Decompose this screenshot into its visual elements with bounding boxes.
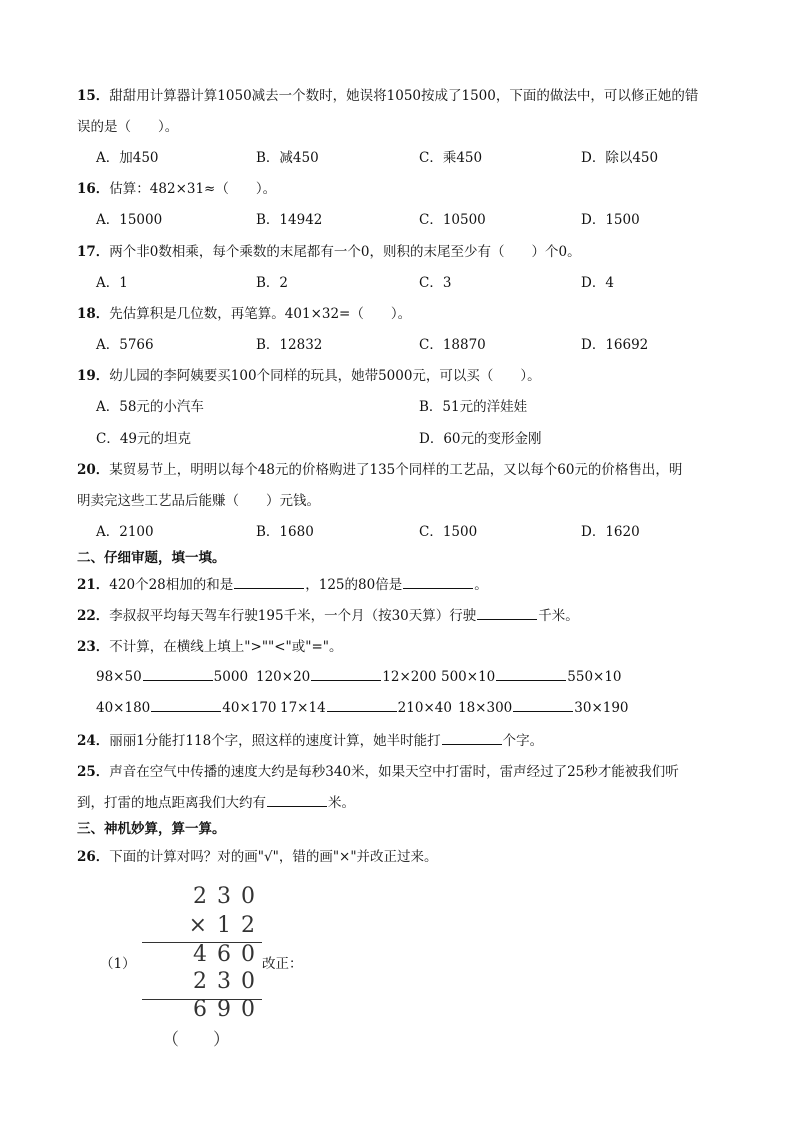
q20-option-a: A．2100 — [96, 524, 154, 540]
q25-line2 — [77, 791, 355, 811]
q25-number: 25． — [77, 764, 110, 780]
q19-option-c: C．49元的坦克 — [96, 431, 192, 447]
q21-text-b: ，125的80倍是 — [305, 577, 403, 593]
q23-compare — [441, 666, 622, 685]
q23-compare — [96, 666, 248, 685]
q23-left: 98×50 — [96, 669, 142, 685]
q23-left: 120×20 — [256, 669, 311, 685]
q20-option-d: D．1620 — [581, 524, 640, 540]
q23-left: 18×300 — [458, 700, 513, 716]
q17-number: 17． — [77, 244, 110, 260]
q23-right: 12×200 — [382, 669, 437, 685]
q26-correct-label: 改正： — [262, 956, 303, 972]
q18-text: 先估算积是几位数，再笔算。401×32=（ ）。 — [109, 306, 412, 322]
q16-line — [77, 177, 276, 197]
q21-text-a: 420个28相加的和是 — [109, 577, 234, 593]
q18-option-d: D．16692 — [581, 337, 649, 353]
q25-blank[interactable] — [267, 792, 327, 807]
q23-blank[interactable] — [143, 666, 213, 681]
q24-number: 24． — [77, 733, 110, 749]
q16-option-b: B．14942 — [256, 212, 323, 228]
q23-right: 30×190 — [574, 700, 629, 716]
q17-option-d: D．4 — [581, 275, 614, 291]
q25-text: 声音在空气中传播的速度大约是每秒340米，如果天空中打雷时，雷声经过了25秒才能被我们听 — [109, 764, 679, 780]
check-paren[interactable]: （ ） — [162, 1030, 230, 1050]
q23-left: 17×14 — [280, 700, 326, 716]
q15-option-b: B．减450 — [256, 150, 319, 166]
partial-product-1: 460 — [193, 942, 265, 967]
q17-option-a: A．1 — [96, 275, 128, 291]
q19-number: 19． — [77, 368, 110, 384]
q23-right: 550×10 — [567, 669, 622, 685]
q15-number: 15． — [77, 88, 110, 104]
q17-option-b: B．2 — [256, 275, 289, 291]
q19-option-d: D．60元的变形金刚 — [419, 431, 542, 447]
q23-blank[interactable] — [496, 666, 566, 681]
product: 690 — [193, 997, 265, 1022]
q26-line — [77, 845, 438, 865]
q15-line2: 误的是（ ）。 — [77, 119, 179, 135]
partial-product-2: 230 — [193, 969, 265, 994]
q24-line — [77, 729, 543, 749]
q16-option-a: A．15000 — [96, 212, 163, 228]
q23-number: 23． — [77, 639, 110, 655]
q15-line1 — [77, 84, 698, 104]
q19-line — [77, 364, 541, 384]
q20-option-c: C．1500 — [419, 524, 478, 540]
q16-option-d: D．1500 — [581, 212, 640, 228]
q16-option-c: C．10500 — [419, 212, 486, 228]
q22-text-b: 千米。 — [538, 608, 579, 624]
q21-number: 21． — [77, 577, 110, 593]
q22-text-a: 李叔叔平均每天驾车行驶195千米，一个月（按30天算）行驶 — [109, 608, 477, 624]
q20-line2: 明卖完这些工艺品后能赚（ ）元钱。 — [77, 493, 320, 509]
q23-text: 不计算，在横线上填上">""<"或"="。 — [109, 639, 343, 655]
q23-blank[interactable] — [151, 697, 221, 712]
q18-number: 18． — [77, 306, 110, 322]
q15-text: 甜甜用计算器计算1050减去一个数时，她误将1050按成了1500，下面的做法中，可以修正她的错 — [109, 88, 699, 104]
q23-blank[interactable] — [311, 666, 381, 681]
q23-compare — [458, 697, 629, 716]
q23-blank[interactable] — [513, 697, 573, 712]
q26-number: 26． — [77, 849, 110, 865]
q25-text-b: 米。 — [328, 795, 355, 811]
q22-line — [77, 604, 579, 624]
q23-compare — [96, 697, 277, 716]
section-2-heading: 二、仔细审题，填一填。 — [77, 550, 226, 566]
q24-blank[interactable] — [442, 730, 502, 745]
q18-line — [77, 302, 411, 322]
q21-blank-2[interactable] — [403, 574, 473, 589]
q17-text: 两个非0数相乘，每个乘数的末尾都有一个0，则积的末尾至少有（ ）个0。 — [109, 244, 581, 260]
q18-option-c: C．18870 — [419, 337, 486, 353]
q25-text-a: 到，打雷的地点距离我们大约有 — [77, 795, 266, 811]
q18-option-b: B．12832 — [256, 337, 323, 353]
multiplicand: 230 — [193, 884, 265, 909]
q17-line — [77, 240, 581, 260]
q25-line1 — [77, 760, 679, 780]
q23-blank[interactable] — [327, 697, 397, 712]
q19-text: 幼儿园的李阿姨要买100个同样的玩具，她带5000元，可以买（ ）。 — [109, 368, 541, 384]
q15-option-c: C．乘450 — [419, 150, 483, 166]
q17-option-c: C．3 — [419, 275, 452, 291]
q20-line1 — [77, 458, 682, 478]
q23-left: 500×10 — [441, 669, 496, 685]
q19-option-a: A．58元的小汽车 — [96, 399, 204, 415]
q15-option-d: D．除以450 — [581, 150, 659, 166]
q23-line — [77, 635, 343, 655]
q20-option-b: B．1680 — [256, 524, 314, 540]
q21-text-c: 。 — [474, 577, 488, 593]
q18-option-a: A．5766 — [96, 337, 154, 353]
q22-number: 22． — [77, 608, 110, 624]
vertical-multiplication — [140, 882, 265, 1050]
q20-text: 某贸易节上，明明以每个48元的价格购进了135个同样的工艺品，又以每个60元的价格售出，明 — [109, 462, 683, 478]
q24-text-a: 丽丽1分能打118个字，照这样的速度计算，她半时能打 — [109, 733, 441, 749]
q26-text: 下面的计算对吗？对的画"√"，错的画"×"并改正过来。 — [109, 849, 438, 865]
q20-number: 20． — [77, 462, 110, 478]
q22-blank[interactable] — [477, 605, 537, 620]
q21-blank-1[interactable] — [234, 574, 304, 589]
q21-line — [77, 573, 488, 593]
q23-right: 210×40 — [397, 700, 452, 716]
q23-compare — [280, 697, 452, 716]
q16-number: 16． — [77, 181, 110, 197]
q16-text: 估算：482×31≈（ ）。 — [109, 181, 277, 197]
q26-item-label: （1） — [100, 956, 136, 972]
section-3-heading: 三、神机妙算，算一算。 — [77, 821, 226, 837]
q23-left: 40×180 — [96, 700, 151, 716]
q19-option-b: B．51元的洋娃娃 — [419, 399, 528, 415]
q23-right: 40×170 — [222, 700, 277, 716]
multiplier: ×12 — [188, 913, 265, 938]
q23-compare — [256, 666, 437, 685]
q24-text-b: 个字。 — [502, 733, 544, 749]
q23-right: 5000 — [213, 669, 249, 685]
q15-option-a: A．加450 — [96, 150, 159, 166]
